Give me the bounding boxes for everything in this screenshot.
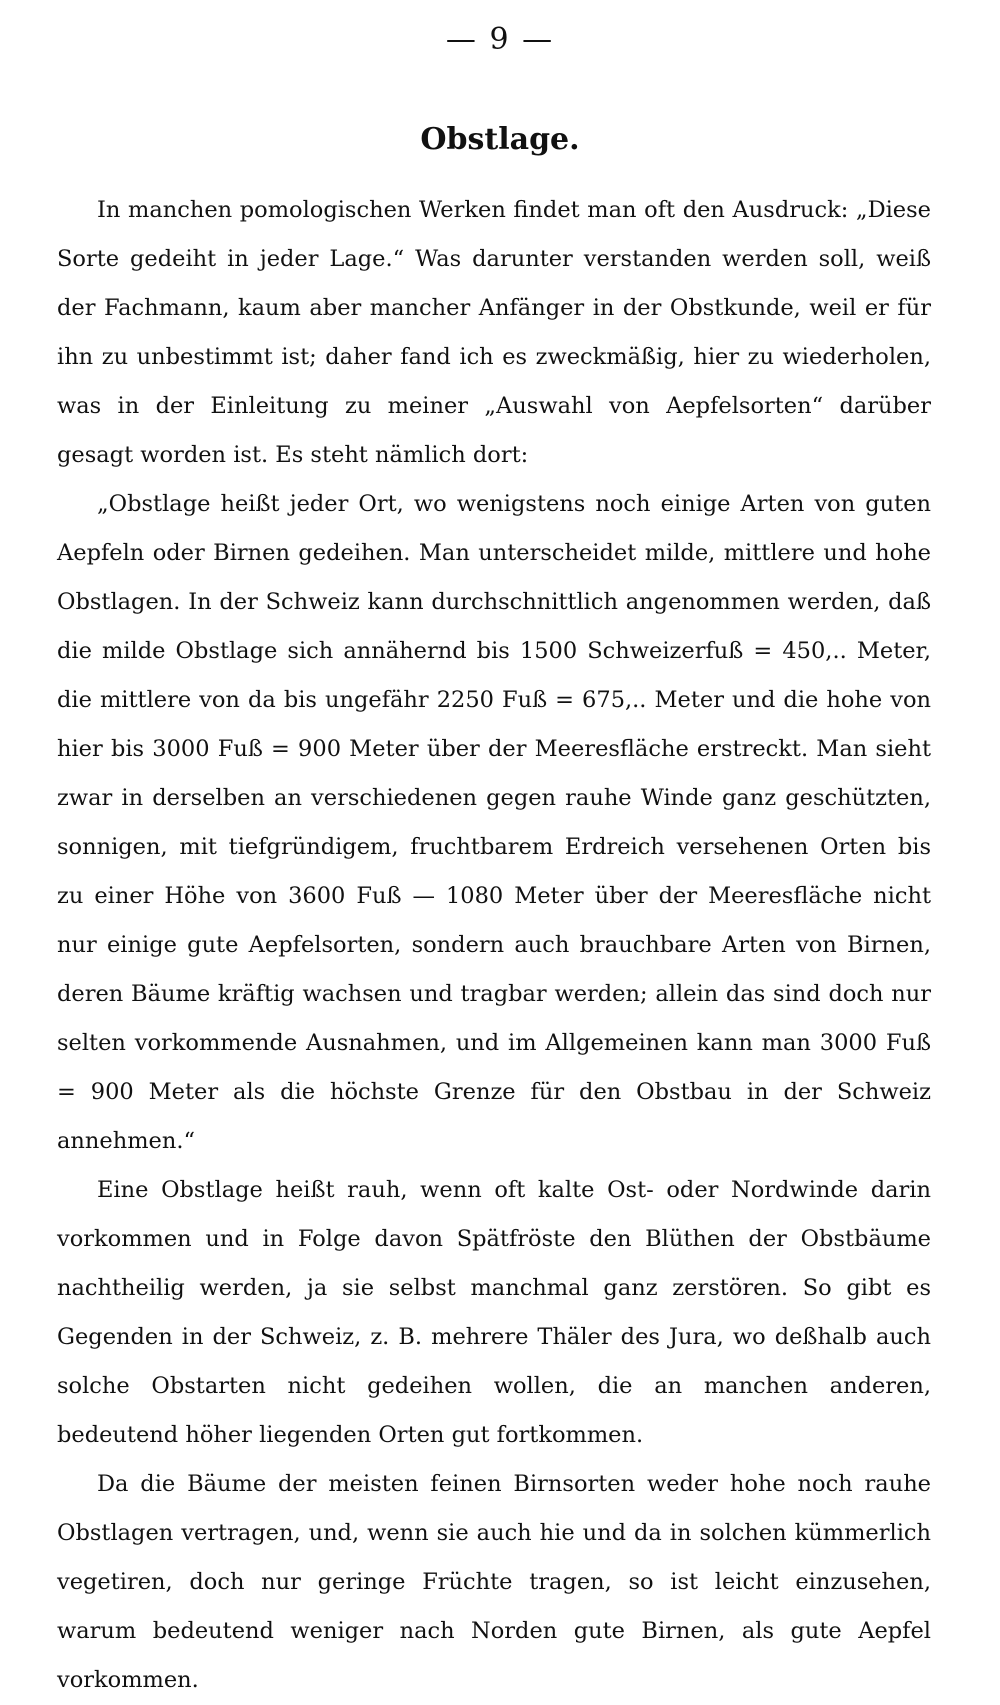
page-number: — 9 — [445,22,555,57]
body-text [57,186,931,1705]
paragraph-quote: „Obstlage heißt jeder Ort, wo wenigstens noch einige Arten von guten Aepfeln oder Birnen gedeihen. Man unterscheidet milde, mittlere und hohe Obstlagen. In der Schweiz kann durchschnittlich angenommen werden, daß die milde Obstlage sich annähernd bis 1500 Schweizerfuß = 450,.. Meter, die mittlere von da bis ungefähr 2250 Fuß = 675,.. Meter und die hohe von hier bis 3000 Fuß = 900 Meter über der Meeresfläche erstreckt. Man sieht zwar in derselben an verschiedenen gegen rauhe Winde ganz geschützten, sonnigen, mit tiefgründigem, fruchtbarem Erdreich versehenen Orten bis zu einer Höhe von 3600 Fuß — 1080 Meter über der Meeresfläche nicht nur einige gute Aepfelsorten, sondern auch brauchbare Arten von Birnen, deren Bäume kräftig wachsen und tragbar werden; allein das sind doch nur selten vorkommende Ausnahmen, und im Allgemeinen kann man 3000 Fuß = 900 Meter als die höchste Grenze für den Obstbau in der Schweiz annehmen.“ [57,491,931,1154]
section-title: Obstlage. [420,122,580,157]
paragraph-intro: In manchen pomologischen Werken findet man oft den Ausdruck: „Diese Sorte gedeiht in jeder Lage.“ Was darunter verstanden werden soll, weiß der Fachmann, kaum aber mancher Anfänger in der Obstkunde, weil er für ihn zu unbestimmt ist; daher fand ich es zweckmäßig, hier zu wiederholen, was in der Einleitung zu meiner „Auswahl von Aepfelsorten“ darüber gesagt worden ist. Es steht nämlich dort: [57,197,931,468]
paragraph-rough-location: Eine Obstlage heißt rauh, wenn oft kalte Ost- oder Nordwinde darin vorkommen und in Folge davon Spätfröste den Blüthen der Obstbäume nachtheilig werden, ja sie selbst manchmal ganz zerstören. So gibt es Gegenden in der Schweiz, z. B. mehrere Thäler des Jura, wo deßhalb auch solche Obstarten nicht gedeihen wollen, die an manchen anderen, bedeutend höher liegenden Orten gut fortkommen. [57,1177,931,1448]
paragraph-pear-varieties: Da die Bäume der meisten feinen Birnsorten weder hohe noch rauhe Obstlagen vertragen, und, wenn sie auch hie und da in solchen kümmerlich vegetiren, doch nur geringe Früchte tragen, so ist leicht einzusehen, warum bedeutend weniger nach Norden gute Birnen, als gute Aepfel vorkommen. [57,1471,931,1693]
